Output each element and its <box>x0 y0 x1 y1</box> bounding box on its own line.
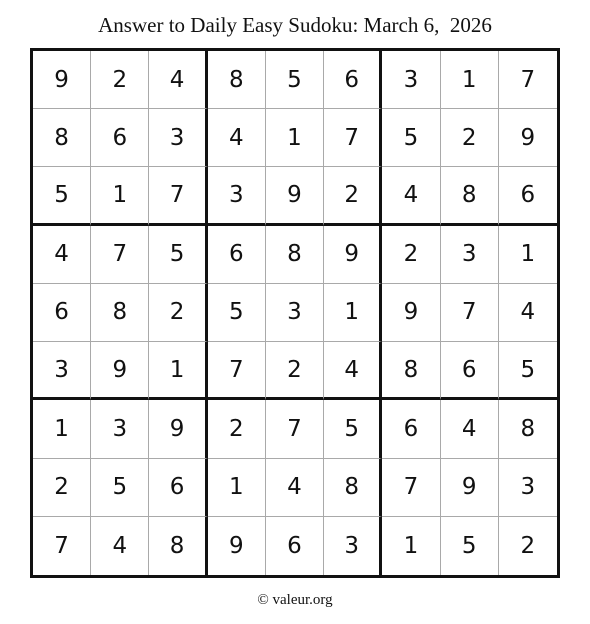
sudoku-cell: 7 <box>91 226 149 284</box>
sudoku-cell: 8 <box>33 109 91 167</box>
sudoku-cell: 9 <box>499 109 557 167</box>
sudoku-cell: 5 <box>149 226 207 284</box>
sudoku-cell: 8 <box>382 342 440 400</box>
sudoku-cell: 3 <box>324 517 382 575</box>
sudoku-cell: 1 <box>266 109 324 167</box>
sudoku-cell: 5 <box>324 400 382 458</box>
sudoku-cell: 1 <box>149 342 207 400</box>
sudoku-cell: 3 <box>149 109 207 167</box>
sudoku-cell: 6 <box>382 400 440 458</box>
sudoku-cell: 2 <box>324 167 382 225</box>
sudoku-cell: 9 <box>149 400 207 458</box>
sudoku-cell: 1 <box>91 167 149 225</box>
sudoku-cell: 2 <box>520 532 536 559</box>
sudoku-cell: 9 <box>33 51 91 109</box>
sudoku-cell: 3 <box>499 459 557 517</box>
sudoku-cell: 6 <box>441 342 499 400</box>
sudoku-cell: 2 <box>91 51 149 109</box>
sudoku-cell: 4 <box>149 51 207 109</box>
sudoku-cell: 8 <box>149 517 207 575</box>
sudoku-cell: 8 <box>91 284 149 342</box>
sudoku-cell: 9 <box>382 284 440 342</box>
sudoku-cell: 7 <box>149 167 207 225</box>
sudoku-cell: 6 <box>33 284 91 342</box>
sudoku-cell: 8 <box>499 400 557 458</box>
sudoku-cell: 9 <box>441 459 499 517</box>
sudoku-cell: 7 <box>324 109 382 167</box>
sudoku-cell: 4 <box>91 517 149 575</box>
sudoku-cell: 5 <box>33 167 91 225</box>
sudoku-cell: 3 <box>33 342 91 400</box>
sudoku-cell: 5 <box>208 284 266 342</box>
sudoku-cell: 2 <box>382 226 440 284</box>
sudoku-cell: 2 <box>149 284 207 342</box>
sudoku-cell: 7 <box>33 517 91 575</box>
sudoku-cell: 4 <box>441 400 499 458</box>
sudoku-cell: 3 <box>441 226 499 284</box>
sudoku-cell: 4 <box>382 167 440 225</box>
sudoku-cell: 6 <box>91 109 149 167</box>
sudoku-cell: 7 <box>208 342 266 400</box>
sudoku-cell: 6 <box>499 167 557 225</box>
sudoku-cell: 4 <box>33 226 91 284</box>
sudoku-cell: 7 <box>382 459 440 517</box>
sudoku-cell: 5 <box>499 342 557 400</box>
sudoku-cell: 7 <box>441 284 499 342</box>
sudoku-cell: 3 <box>382 51 440 109</box>
sudoku-cell: 9 <box>91 342 149 400</box>
sudoku-cell: 1 <box>441 51 499 109</box>
sudoku-cell: 1 <box>33 400 91 458</box>
sudoku-cell: 8 <box>324 459 382 517</box>
sudoku-cell: 4 <box>324 342 382 400</box>
sudoku-cell: 4 <box>208 109 266 167</box>
sudoku-cell: 5 <box>441 517 499 575</box>
sudoku-cell: 1 <box>499 226 557 284</box>
sudoku-cell: 5 <box>382 109 440 167</box>
copyright-notice: © valeur.org <box>257 592 333 608</box>
sudoku-cell: 5 <box>266 51 324 109</box>
sudoku-grid <box>30 48 560 578</box>
sudoku-cell: 2 <box>208 400 266 458</box>
sudoku-cell: 8 <box>441 167 499 225</box>
sudoku-cell: 4 <box>499 284 557 342</box>
page-title: Answer to Daily Easy Sudoku: March 6, 2026 <box>98 13 492 37</box>
sudoku-cell: 1 <box>208 459 266 517</box>
sudoku-cell: 3 <box>266 284 324 342</box>
sudoku-cell: 6 <box>324 51 382 109</box>
sudoku-cell: 6 <box>266 517 324 575</box>
sudoku-cell: 4 <box>266 459 324 517</box>
sudoku-cell: 8 <box>266 226 324 284</box>
sudoku-cell: 8 <box>208 51 266 109</box>
sudoku-cell: 6 <box>208 226 266 284</box>
sudoku-cell: 3 <box>208 167 266 225</box>
sudoku-cell: 1 <box>324 284 382 342</box>
sudoku-cell: 5 <box>91 459 149 517</box>
sudoku-cell: 3 <box>91 400 149 458</box>
sudoku-cell: 2 <box>266 342 324 400</box>
sudoku-cell: 1 <box>382 517 440 575</box>
sudoku-cell: 6 <box>149 459 207 517</box>
sudoku-cell: 7 <box>266 400 324 458</box>
sudoku-cell: 9 <box>324 226 382 284</box>
sudoku-cell: 2 <box>33 459 91 517</box>
sudoku-cell: 7 <box>499 51 557 109</box>
sudoku-cell: 2 <box>441 109 499 167</box>
sudoku-cell: 9 <box>208 517 266 575</box>
sudoku-cell: 9 <box>266 167 324 225</box>
